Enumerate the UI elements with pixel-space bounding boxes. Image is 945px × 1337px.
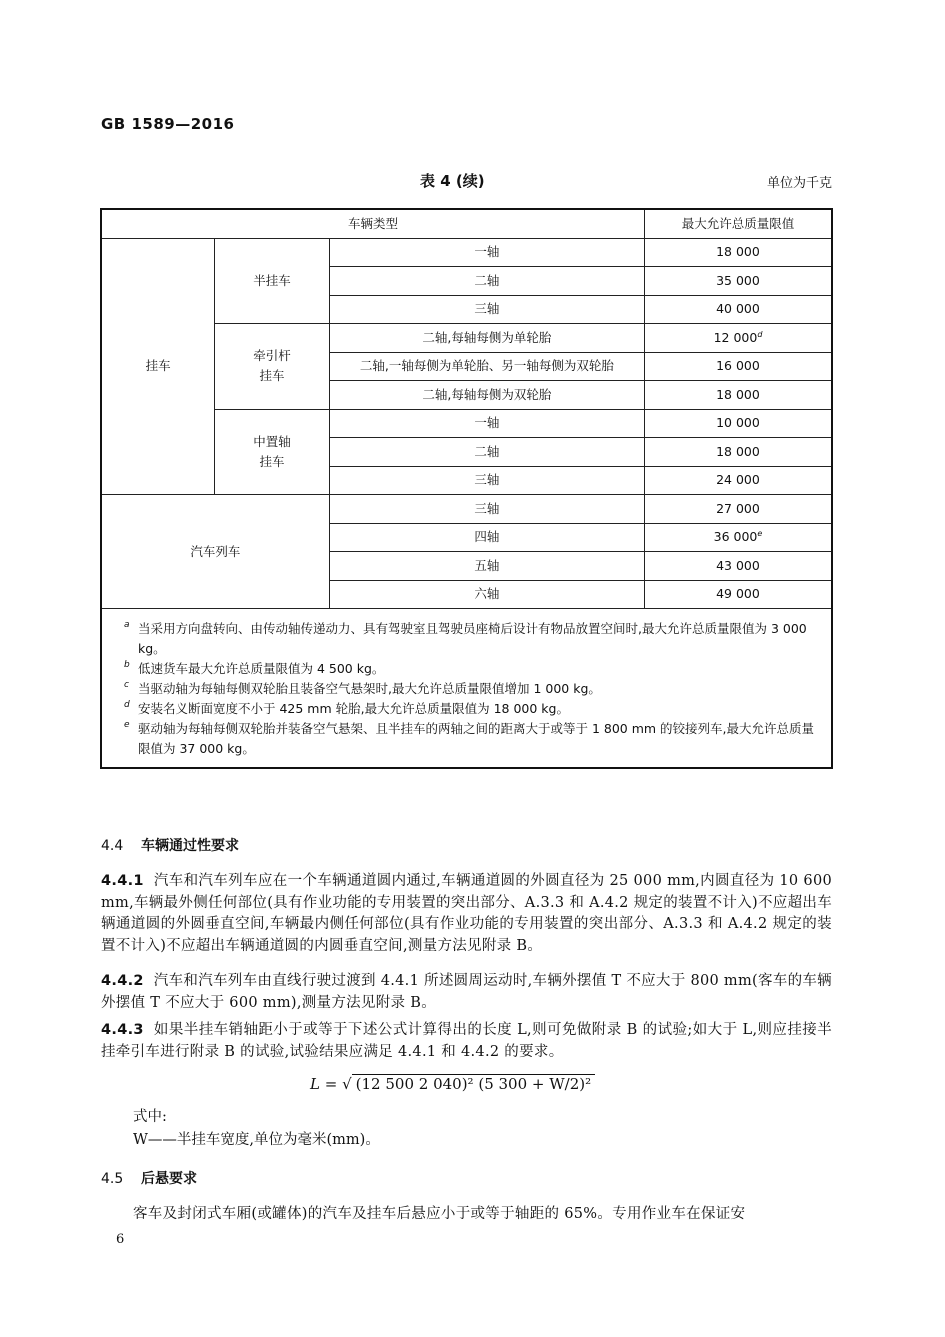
value-text: 36 000 [713,529,758,545]
table-note [124,619,819,659]
footnote-marker: d [757,329,763,339]
clause-text: 汽车和汽车列车由直线行驶过渡到 4.4.1 所述圆周运动时,车辆外摆值 T 不应大于 800 mm(客车的车辆外摆值 T 不应大于 600 mm),测量方法见附录 B。 [101,973,832,1011]
semi-trailer-category: 半挂车 [215,238,330,324]
center-axle-label-line2: 挂车 [259,453,285,469]
section-number: 4.5 [101,1171,124,1187]
paragraph-4-4-3 [101,1020,832,1063]
formula-lhs: L = [310,1075,338,1093]
value-cell: 43 000 [644,552,832,581]
note-text: 当驱动轴为每轴每侧双轮胎且装备空气悬架时,最大允许总质量限值增加 1 000 kg。 [138,681,601,696]
value-cell: 35 000 [644,267,832,296]
table-header-row [101,209,832,238]
sqrt-sign-icon: √ [342,1075,352,1093]
value-cell: 18 000 [644,238,832,267]
clause-number: 4.4.3 [101,1022,144,1038]
value-cell: 40 000 [644,295,832,324]
note-text: 安装名义断面宽度不小于 425 mm 轮胎,最大允许总质量限值为 18 000 kg。 [138,701,569,716]
value-cell [644,523,832,552]
table-unit: 单位为千克 [766,176,832,191]
table-row [101,495,832,524]
paragraph-4-4-2 [101,971,832,1014]
table-note [124,679,819,699]
drawbar-trailer-category [215,324,330,410]
note-marker: d [124,700,130,710]
center-axle-label-line1: 中置轴 [253,433,291,449]
value-text: 12 000 [713,329,758,345]
value-cell: 24 000 [644,466,832,495]
center-axle-trailer-category [215,409,330,495]
table-notes [101,609,832,769]
clause-text: 如果半挂车销轴距小于或等于下述公式计算得出的长度 L,则可免做附录 B 的试验;如大于 L,则应挂接半挂牵引车进行附录 B 的试验,试验结果应满足 4.4.1 和 4.4.2 的要求。 [101,1022,832,1060]
where-label: 式中: [133,1109,167,1125]
axle-cell: 三轴 [329,495,644,524]
table-row [101,238,832,267]
value-cell: 10 000 [644,409,832,438]
clause-number: 4.4.1 [101,873,144,889]
formula-radicand: (12 500 2 040)² (5 300 + W/2)² [352,1074,595,1093]
axle-cell: 六轴 [329,580,644,609]
formula [310,1075,595,1093]
header-mass-limit: 最大允许总质量限值 [644,209,832,238]
value-cell: 49 000 [644,580,832,609]
section-title: 车辆通过性要求 [141,838,239,854]
table-note [124,699,819,719]
note-marker: e [124,720,130,730]
mass-limit-table [100,208,833,769]
value-cell: 16 000 [644,352,832,381]
paragraph-4-5: 客车及封闭式车厢(或罐体)的汽车及挂车后悬应小于或等于轴距的 65%。专用作业车在保证安 [133,1206,746,1222]
clause-text: 汽车和汽车列车应在一个车辆通道圆内通过,车辆通道圆的外圆直径为 25 000 mm,内圆直径为 10 600 mm,车辆最外侧任何部位(具有作业功能的专用装置的突出部分、A.3.3 和 A.4.2 规定的装置不计入)不应超出车辆通道圆的外圆垂直空间,车辆最内侧任何部位(具有作业功能的专用装置的突出部分、A.3.3 和 A.4.2 规定的装置不计入)不应超出车辆通道圆的内圆垂直空间,测量方法见附录 B。 [101,873,832,954]
drawbar-label-line2: 挂车 [259,368,285,384]
header-vehicle-type: 车辆类型 [101,209,644,238]
note-text: 当采用方向盘转向、由传动轴传递动力、具有驾驶室且驾驶员座椅后设计有物品放置空间时,最大允许总质量限值为 3 000 kg。 [138,621,807,656]
note-text: 低速货车最大允许总质量限值为 4 500 kg。 [138,661,385,676]
value-cell: 18 000 [644,381,832,410]
note-marker: b [124,660,130,670]
axle-cell: 三轴 [329,295,644,324]
paragraph-4-4-1 [101,871,832,957]
section-title: 后悬要求 [141,1171,197,1187]
value-cell [644,324,832,353]
section-4-4-heading [101,835,239,855]
axle-cell: 二轴,每轴每侧为单轮胎 [329,324,644,353]
table-note [124,659,819,679]
axle-cell: 二轴 [329,267,644,296]
axle-cell: 二轴,一轴每侧为单轮胎、另一轴每侧为双轮胎 [329,352,644,381]
axle-cell: 五轴 [329,552,644,581]
axle-cell: 一轴 [329,409,644,438]
value-cell: 18 000 [644,438,832,467]
where-definition: W——半挂车宽度,单位为毫米(mm)。 [133,1132,380,1148]
axle-cell: 二轴 [329,438,644,467]
value-cell: 27 000 [644,495,832,524]
axle-cell: 二轴,每轴每侧为双轮胎 [329,381,644,410]
table-notes-row [101,609,832,769]
standard-code: GB 1589—2016 [101,115,235,133]
vehicle-train-category: 汽车列车 [101,495,329,609]
clause-number: 4.4.2 [101,973,144,989]
axle-cell: 一轴 [329,238,644,267]
table-note [124,719,819,759]
section-4-5-heading [101,1168,197,1188]
axle-cell: 四轴 [329,523,644,552]
footnote-marker: e [757,529,763,539]
drawbar-label-line1: 牵引杆 [253,348,291,364]
table-title: 表 4 (续) [420,172,485,190]
axle-cell: 三轴 [329,466,644,495]
note-text: 驱动轴为每轴每侧双轮胎并装备空气悬架、且半挂车的两轴之间的距离大于或等于 1 800 mm 的铰接列车,最大允许总质量限值为 37 000 kg。 [138,721,815,756]
page-number: 6 [116,1232,125,1247]
note-marker: a [124,620,130,630]
trailer-category: 挂车 [101,238,215,495]
section-number: 4.4 [101,838,124,854]
note-marker: c [124,680,129,690]
